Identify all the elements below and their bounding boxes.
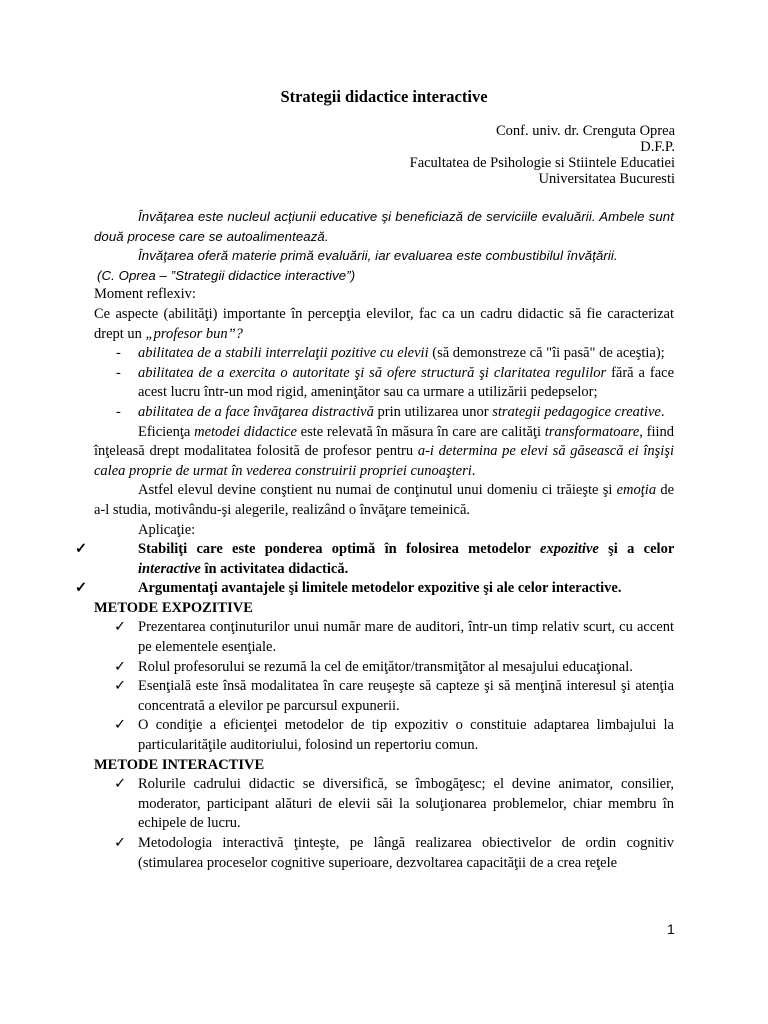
application-item-1	[75, 540, 675, 579]
list-item-3	[94, 403, 674, 423]
list-item-1-text: (să demonstreze că "îi pasă" de aceştia);	[432, 345, 665, 362]
expo-item-1	[94, 618, 674, 657]
eff-5: , fiind înţeleasă drept modalitatea folosită de profesor pentru	[94, 423, 675, 460]
list-item-2	[94, 364, 674, 403]
dash-marker: -	[116, 364, 121, 381]
author-university: Universitatea Bucuresti	[538, 171, 675, 187]
check-icon: ✓	[114, 678, 127, 695]
eff-7: .	[471, 462, 476, 479]
app1-3: şi a celor	[608, 541, 675, 558]
eff-2: metodei didactice	[194, 423, 297, 440]
expo-item-4	[94, 716, 674, 755]
ast-2: emoţia	[616, 482, 657, 499]
dash-marker: -	[116, 345, 121, 362]
question-italic: „profesor bun”?	[145, 325, 243, 342]
document-body	[75, 207, 675, 873]
application-item-2	[75, 579, 674, 599]
check-icon: ✓	[114, 658, 127, 675]
app1-5: în activitatea didactică.	[204, 560, 349, 577]
author-faculty: Facultatea de Psihologie si Stiintele Educatiei	[409, 155, 675, 171]
app1-2: expozitive	[540, 541, 599, 558]
eff-3: este relevată în măsura în care are calităţi	[300, 423, 541, 440]
page-title: Strategii didactice interactive	[280, 87, 488, 106]
list-item-3-italic: abilitatea de a face învăţarea distractivă	[138, 403, 374, 420]
list-item-3-end: .	[660, 403, 665, 420]
page-number: 1	[667, 921, 675, 937]
check-icon: ✓	[75, 580, 88, 597]
ast-3: de a-l studia, motivându-şi alegerile, realizând o învăţare temeinică.	[94, 482, 674, 518]
list-item-2-italic: abilitatea de a exercita o autoritate şi să ofere structură şi claritatea regulilor	[138, 364, 607, 381]
section-heading-interactive: METODE INTERACTIVE	[94, 756, 265, 773]
check-icon: ✓	[75, 541, 88, 558]
expo-item-3-text: Esenţială este însă modalitatea în care reuşeşte să capteze şi să menţină interesul şi atenţia concentrată a elevilor pe parcursul expunerii.	[138, 678, 674, 714]
list-item-3-italic-2: strategii pedagogice creative	[492, 403, 661, 420]
list-item-1	[94, 344, 674, 364]
moment-heading: Moment reflexiv:	[94, 286, 196, 303]
check-icon: ✓	[114, 835, 127, 851]
question-text: Ce aspecte (abilităţi) importante în percepţia elevilor, fac ca un cadru didactic să fie caracterizat drept un	[94, 305, 674, 342]
dash-marker: -	[116, 403, 121, 420]
list-item-2-text: fără a face acest lucru într-un mod rigid, ameninţător sau ca urmare a utilizării pedepselor;	[138, 364, 675, 401]
eff-6: a-i determina pe elevi să găsească ei înşişi calea proprie de urmat în vederea construirii propriei cunoaşteri	[94, 443, 675, 479]
eff-4: transformatoare	[544, 423, 640, 440]
inter-item-1	[94, 775, 674, 834]
expo-item-4-text: O condiţie a eficienţei metodelor de tip expozitiv o constituie adaptarea limbajului la particularităţile auditoriului, folosind un repertoriu comun.	[138, 717, 674, 754]
astfel-paragraph	[94, 481, 674, 520]
aplicatie-label: Aplicaţie:	[138, 521, 196, 538]
list-item-1-italic: abilitatea de a stabili interrelaţii pozitive cu elevii	[138, 345, 429, 362]
section-heading-expozitive: METODE EXPOZITIVE	[94, 599, 253, 616]
expo-item-3	[94, 677, 674, 716]
app1-1: Stabiliţi care este ponderea optimă în folosirea metodelor	[138, 541, 531, 558]
eff-1: Eficienţa	[138, 423, 191, 440]
expo-item-1-text: Prezentarea conţinuturilor unui număr mare de auditori, într-un timp relativ scurt, cu accent pe elementele esenţiale.	[138, 619, 674, 656]
inter-item-2-text: Metodologia interactivă ţinteşte, pe lângă realizarea obiectivelor de ordin cognitiv (stimularea proceselor cognitive superioare, dezvoltarea capacităţii de a crea reţele	[138, 835, 674, 871]
author-department: D.F.P.	[640, 139, 675, 155]
inter-item-1-text: Rolurile cadrului didactic se diversifică, se îmbogăţesc; el devine animator, consilier, moderator, participant alături de elevii săi la soluţionarea problemelor, chiar membru în echipele de lucru.	[138, 776, 674, 832]
app1-4: interactive	[138, 560, 201, 577]
inter-item-2	[94, 834, 674, 873]
ast-1: Astfel elevul devine conştient nu numai de conţinutul unui domeniu ci trăieşte şi	[138, 482, 613, 499]
author-block	[410, 123, 675, 187]
quote-source-text: (C. Oprea – ”Strategii didactice interactive”)	[97, 267, 356, 283]
quote-source	[94, 266, 674, 286]
app2-text: Argumentaţi avantajele şi limitele metodelor expozitive şi ale celor interactive.	[138, 580, 622, 597]
author-name: Conf. univ. dr. Crenguta Oprea	[495, 123, 675, 139]
check-icon: ✓	[114, 619, 127, 636]
quote-2: Învăţarea oferă materie primă evaluării, iar evaluarea este combustibilul învăţării.	[138, 248, 618, 264]
list-item-3-text: prin utilizarea unor	[377, 403, 489, 420]
expo-item-2	[94, 658, 674, 678]
check-icon: ✓	[114, 717, 127, 734]
expo-item-2-text: Rolul profesorului se rezumă la cel de emiţător/transmiţător al mesajului educaţional.	[138, 658, 633, 675]
efficiency-paragraph	[94, 423, 674, 482]
quote-1: Învăţarea este nucleul acţiunii educative şi beneficiază de serviciile evaluării. Ambele sunt două procese care se autoalimentează.	[94, 209, 674, 244]
reflexive-question	[94, 305, 674, 344]
check-icon: ✓	[114, 776, 127, 793]
